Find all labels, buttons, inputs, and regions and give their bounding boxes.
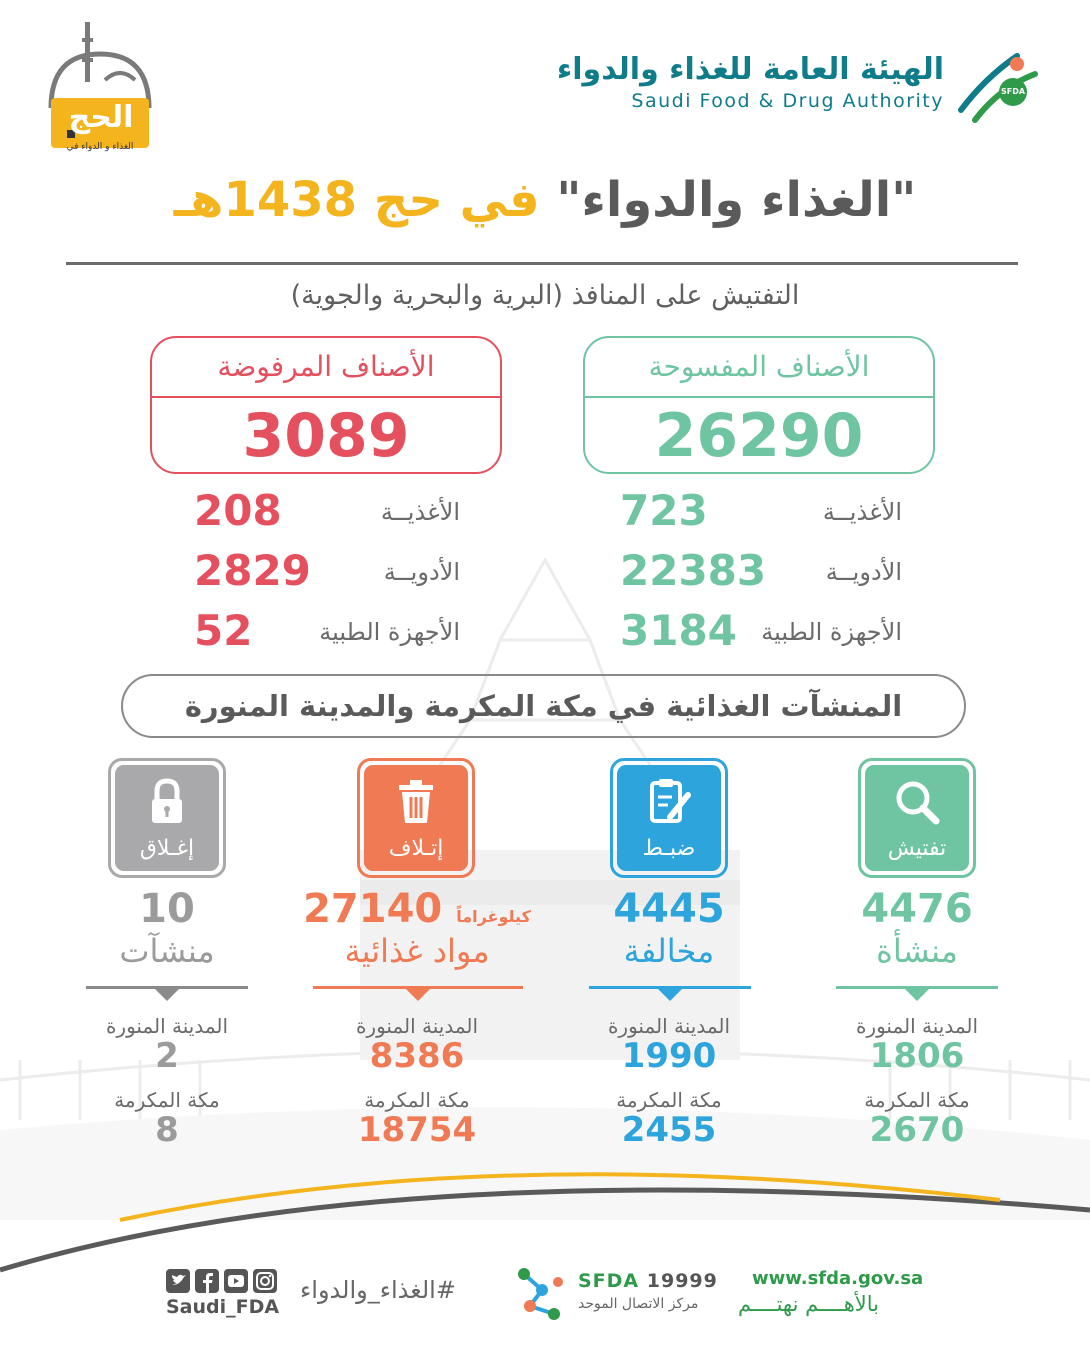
seizure-madinah-value: 1990 [621, 1036, 717, 1076]
trash-icon [364, 777, 468, 831]
rejected-devices-label: الأجهزة الطبية [319, 618, 460, 646]
closure-makkah-label: مكة المكرمة [114, 1088, 220, 1112]
scanned-devices-label: الأجهزة الطبية [761, 618, 902, 646]
org-name-arabic: الهيئة العامة للغذاء والدواء [556, 52, 944, 87]
inspection-arrow [905, 989, 929, 1001]
inspection-total: 4476 [861, 886, 973, 932]
social-handle[interactable]: Saudi_FDA [166, 1296, 280, 1318]
inspection-unit: منشأة [876, 932, 958, 970]
closure-makkah-value: 8 [155, 1110, 179, 1150]
lock-icon [115, 777, 219, 831]
destruction-total: 27140 [303, 886, 443, 932]
seizure-madinah-label: المدينة المنورة [607, 1014, 731, 1038]
title-divider [66, 262, 1018, 265]
call-center-label: مركز الاتصال الموحد [578, 1296, 699, 1312]
inspection-makkah-value: 2670 [869, 1110, 965, 1150]
rejected-food-label: الأغذيــة [380, 498, 460, 526]
destruction-card [357, 758, 475, 878]
hajj-logo-caption: الغذاء و الدواء في [66, 142, 134, 152]
inspection-madinah-label: المدينة المنورة [855, 1014, 979, 1038]
destruction-unit: مواد غذائية [344, 932, 490, 970]
destruction-madinah-label: المدينة المنورة [355, 1014, 479, 1038]
call-center-digits: 19999 [646, 1270, 718, 1292]
destruction-kg-unit: كيلوغراماً [456, 907, 531, 926]
sfda-logo [955, 48, 1045, 128]
inspection-card-label: تفتيش [887, 836, 947, 861]
org-name-english: Saudi Food & Drug Authority [631, 90, 944, 112]
inspection-makkah-label: مكة المكرمة [864, 1088, 970, 1112]
closure-card [108, 758, 226, 878]
scanned-food-label: الأغذيــة [822, 498, 902, 526]
scanned-drugs-label: الأدويــة [825, 558, 902, 586]
seizure-unit: مخالفة [623, 932, 715, 970]
youtube-icon [224, 1269, 248, 1293]
title-part-2: في حج 1438هـ [173, 172, 540, 228]
seizure-makkah-label: مكة المكرمة [616, 1088, 722, 1112]
twitter-icon [166, 1269, 190, 1293]
rejected-items-label: الأصناف المرفوضة [152, 338, 500, 398]
rejected-drugs-value: 2829 [194, 546, 311, 595]
seizure-total: 4445 [613, 886, 725, 932]
closure-madinah-label: المدينة المنورة [105, 1014, 229, 1038]
magnifier-icon [865, 777, 969, 831]
destruction-arrow [406, 989, 430, 1001]
ports-subtitle: التفتيش على المنافذ (البرية والبحرية والجوية) [290, 280, 800, 311]
inspection-madinah-value: 1806 [869, 1036, 965, 1076]
closure-unit: منشآت [119, 932, 215, 970]
social-icons [166, 1268, 278, 1294]
rejected-items-total: 3089 [242, 401, 410, 471]
hajj-logo [45, 18, 155, 158]
hajj-logo-text: الحج [68, 100, 134, 135]
destruction-card-label: إتـلاف [388, 836, 444, 861]
scanned-food-value: 723 [620, 486, 708, 535]
scanned-items-total: 26290 [654, 401, 864, 471]
seizure-card [610, 758, 728, 878]
page-title [60, 172, 1030, 228]
rejected-food-value: 208 [194, 486, 282, 535]
rejected-items-box [150, 336, 502, 474]
closure-total: 10 [139, 886, 195, 932]
clipboard-pen-icon [617, 777, 721, 831]
scanned-devices-value: 3184 [620, 606, 737, 655]
closure-madinah-value: 2 [155, 1036, 179, 1076]
inspection-card [858, 758, 976, 878]
seizure-card-label: ضبـط [642, 836, 696, 861]
facilities-section-title: المنشآت الغذائية في مكة المكرمة والمدينة المنورة [121, 674, 966, 738]
destruction-madinah-value: 8386 [369, 1036, 465, 1076]
seizure-arrow [658, 989, 682, 1001]
rejected-drugs-label: الأدويــة [383, 558, 460, 586]
facebook-icon [195, 1269, 219, 1293]
hashtag: #الغذاء_والدواء [300, 1276, 456, 1304]
destruction-makkah-label: مكة المكرمة [364, 1088, 470, 1112]
scanned-items-box [583, 336, 935, 474]
closure-arrow [155, 989, 179, 1001]
call-center-sfda: SFDA [578, 1270, 640, 1292]
website-link[interactable]: www.sfda.gov.sa [752, 1268, 924, 1289]
footer-slogan: بالأهــــم نهتــــم [738, 1292, 880, 1316]
seizure-makkah-value: 2455 [621, 1110, 717, 1150]
closure-card-label: إغـلاق [139, 836, 195, 861]
scanned-items-label: الأصناف المفسوحة [585, 338, 933, 398]
call-center-icon [514, 1262, 570, 1322]
scanned-drugs-value: 22383 [620, 546, 767, 595]
call-center-number [578, 1270, 718, 1292]
destruction-total-row [297, 886, 537, 932]
title-part-1: "الغذاء والدواء" [556, 172, 917, 228]
rejected-devices-value: 52 [194, 606, 253, 655]
instagram-icon [253, 1269, 277, 1293]
sfda-logo-text: SFDA [1000, 87, 1026, 96]
destruction-makkah-value: 18754 [357, 1110, 477, 1150]
